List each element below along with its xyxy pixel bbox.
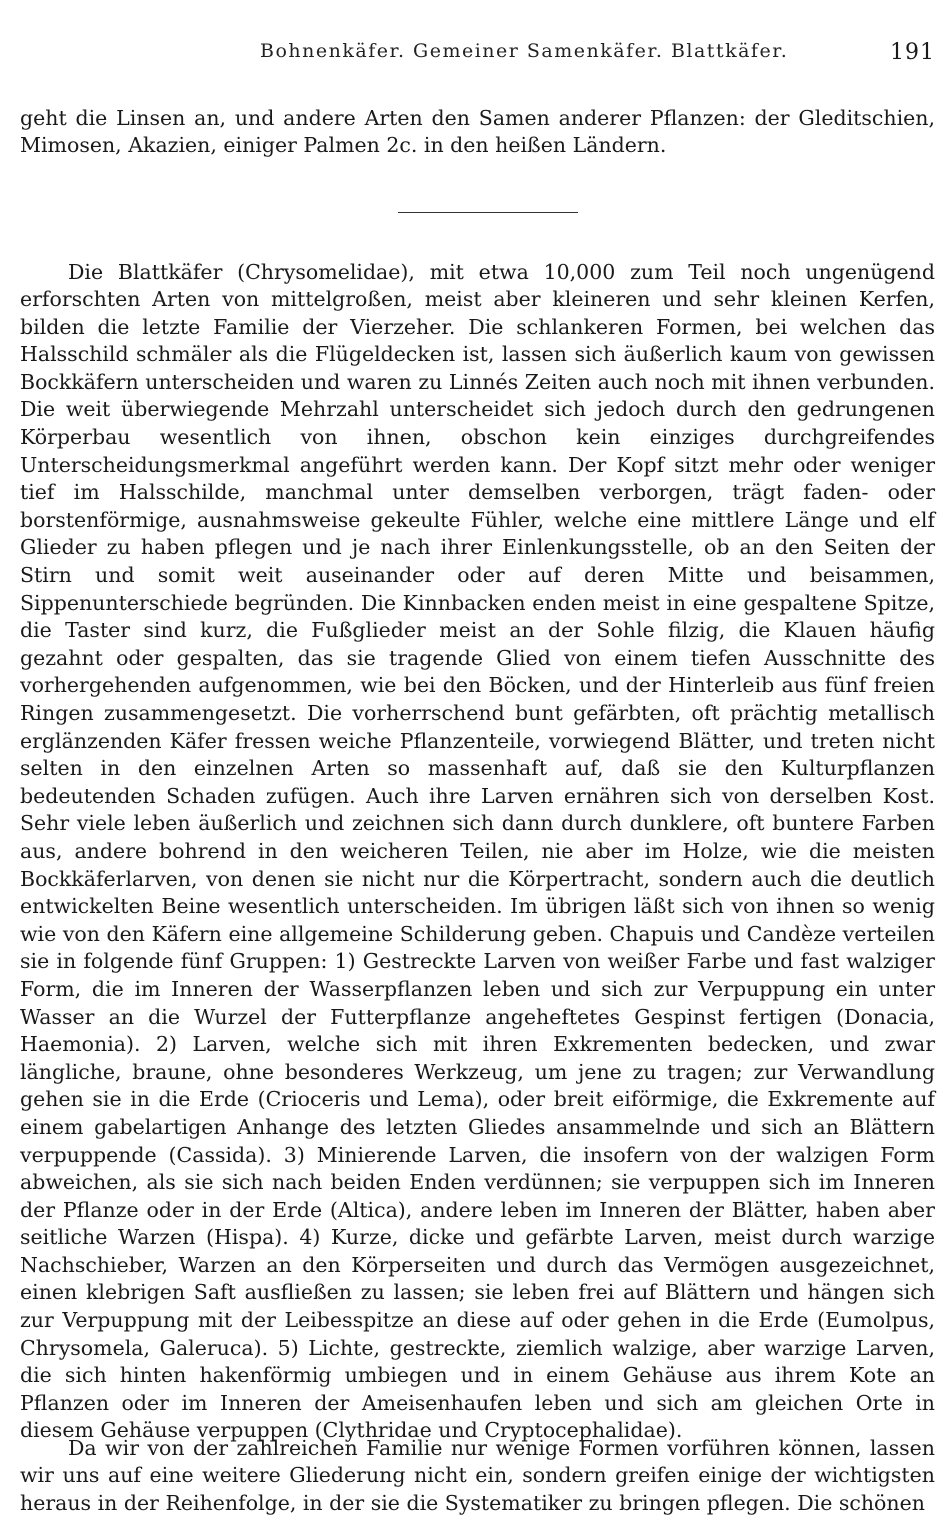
running-head xyxy=(20,34,935,64)
paragraph-chrysomelidae: Die Blattkäfer (Chrysomelidae), mit etwa 10,000 zum Teil noch ungenügend erforschten Arten von mittelgroßen, meist aber kleineren und sehr kleinen Kerfen, bilden die letzte Familie der Vierzeher. Die schlankeren Formen, bei welchen das Halsschild schmäler als die Flügeldecken ist, lassen sich äußerlich kaum von gewissen Bockkäfern unterscheiden und waren zu Linnés Zeiten auch noch mit ihnen verbunden. Die weit überwiegende Mehrzahl unterscheidet sich jedoch durch den gedrungenen Körperbau wesentlich von ihnen, obschon kein einziges durchgreifendes Unterscheidungsmerkmal angeführt werden kann. Der Kopf sitzt mehr oder weniger tief im Halsschilde, manchmal unter demselben verborgen, trägt faden- oder borstenförmige, ausnahmsweise gekeulte Fühler, welche eine mittlere Länge und elf Glieder zu haben pflegen und je nach ihrer Einlenkungsstelle, ob an den Seiten der Stirn und somit weit auseinander oder auf deren Mitte und beisammen, Sippenunterschiede begründen. Die Kinnbacken enden meist in eine gespaltene Spitze, die Taster sind kurz, die Fußglieder meist an der Sohle filzig, die Klauen häufig gezahnt oder gespalten, das sie tragende Glied von einem tiefen Ausschnitte des vorhergehenden aufgenommen, wie bei den Böcken, und der Hinterleib aus fünf freien Ringen zusammengesetzt. Die vorherrschend bunt gefärbten, oft prächtig metallisch erglänzenden Käfer fressen weiche Pflanzenteile, vorwiegend Blätter, und treten nicht selten in den einzelnen Arten so massenhaft auf, daß sie den Kulturpflanzen bedeutenden Schaden zufügen. Auch ihre Larven ernähren sich von derselben Kost. Sehr viele leben äußerlich und zeichnen sich dann durch dunklere, oft buntere Farben aus, andere bohrend in den weicheren Teilen, nie aber im Holze, wie die meisten Bockkäferlarven, von denen sie nicht nur die Körpertracht, sondern auch die deutlich entwickelten Beine wesentlich unterscheiden. Im übrigen läßt sich von ihnen so wenig wie von den Käfern eine allgemeine Schilderung geben. Chapuis und Candèze verteilen sie in folgende fünf Gruppen: 1) Gestreckte Larven von weißer Farbe und fast walziger Form, die im Inneren der Wasserpflanzen leben und sich zur Verpuppung ein unter Wasser an die Wurzel der Futterpflanze angeheftetes Gespinst fertigen (Donacia, Haemonia). 2) Larven, welche sich mit ihren Exkrementen bedecken, und zwar längliche, braune, ohne besonderes Werkzeug, um jene zu tragen; zur Verwandlung gehen sie in die Erde (Crioceris und Lema), oder breit eiförmige, die Exkremente auf einem gabelartigen Anhange des letzten Gliedes ansammelnde und sich an Blättern verpuppende (Cassida). 3) Minierende Larven, die insofern von der walzigen Form abweichen, als sie sich nach beiden Enden verdünnen; sie verpuppen sich im Inneren der Pflanze oder in der Erde (Altica), andere leben im Inneren der Blätter, haben aber seitliche Warzen (Hispa). 4) Kurze, dicke und gefärbte Larven, meist durch warzige Nachschieber, Warzen an den Körperseiten und durch das Vermögen ausgezeichnet, einen klebrigen Saft ausfließen zu lassen; sie leben frei auf Blättern und hängen sich zur Verpuppung mit der Leibesspitze an diese auf oder gehen in die Erde (Eumolpus, Chrysomela, Galeruca). 5) Lichte, gestreckte, ziemlich walzige, aber warzige Larven, die sich hinten hakenförmig umbiegen und in einem Gehäuse aus ihrem Kote an Pflanzen oder im Inneren der Ameisenhaufen leben und sich am gleichen Orte in diesem Gehäuse verpuppen (Clythridae und Cryptocephalidae). xyxy=(20,259,935,1443)
page-number: 191 xyxy=(890,40,935,65)
section-divider-rule xyxy=(398,212,578,213)
paragraph-continued: geht die Linsen an, und andere Arten den Samen anderer Pflanzen: der Gleditschien, Mimosen, Akazien, einiger Palmen 2c. in den heißen Ländern. xyxy=(20,105,935,158)
running-title: Bohnenkäfer. Gemeiner Samenkäfer. Blattkäfer. xyxy=(260,40,789,62)
paragraph-closing: Da wir von der zahlreichen Familie nur wenige Formen vorführen können, lassen wir uns auf eine weitere Gliederung nicht ein, sondern greifen einige der wichtigsten heraus in der Reihenfolge, in der sie die Systematiker zu bringen pflegen. Die schönen xyxy=(20,1435,935,1515)
